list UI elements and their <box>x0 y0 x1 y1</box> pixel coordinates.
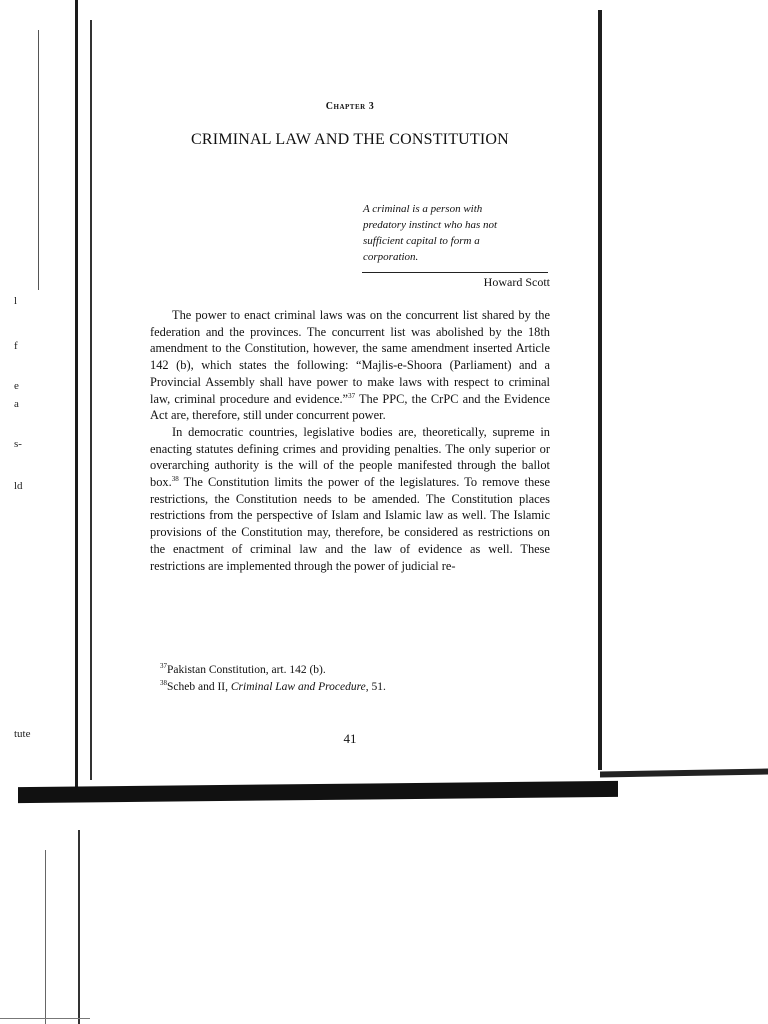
footnote-text: Pakistan Constitution, art. 142 (b). <box>167 664 326 676</box>
scan-bottom-left-line <box>78 830 80 1024</box>
page-number: 41 <box>343 731 357 746</box>
paragraph-1 <box>150 307 550 424</box>
edge-fragment: s- <box>14 438 22 450</box>
edge-fragment: tute <box>14 728 31 740</box>
epigraph-line: sufficient capital to form a <box>363 235 480 247</box>
footnote-text-end: , 51. <box>365 681 386 693</box>
edge-fragment: l <box>14 295 18 307</box>
scan-bottom-left-line-2 <box>45 850 46 1024</box>
footnote-book-title: Criminal Law and Procedure <box>230 681 366 693</box>
scan-right-page-edge <box>598 10 602 770</box>
paragraph-1-text-end: The PPC, the CrPC and the Evidence Act are, therefore, still under concurrent power. <box>150 391 550 423</box>
edge-fragment: a <box>14 398 19 410</box>
footnote-ref-38: 38 <box>171 474 179 483</box>
paragraph-2-text: In democratic countries, legislative bodies are, theoretically, supreme in enacting statutes defining crimes and providing penalties. The only superior or overarching authority is the will of the people manifested through the ballot box. <box>150 424 550 490</box>
paragraph-2 <box>150 424 550 574</box>
footnote-37 <box>160 662 550 679</box>
scan-bottom-band <box>18 781 618 803</box>
paragraph-2-text-end: The Constitution limits the power of the legislatures. To remove these restrictions, the Constitution needs to be amended. The Constitution places restrictions from the perspective of Islam and Islamic law as well. The Islamic provisions of the Constitution may, therefore, be considered as restrictions on the enactment of criminal law and the law of evidence as well. These restrictions are implemented through the power of judicial re- <box>150 475 550 573</box>
paragraph-1-text: The power to enact criminal laws was on the concurrent list shared by the federation and the provinces. The concurrent list was abolished by the 18th amendment to the Constitution, however, the same amendment inserted Article 142 (b), which states the following: “Majlis-e-Shoora (Parliament) and a Provincial Assembly shall have power to make laws with respect to criminal law, criminal procedure and evidence.” <box>150 308 550 406</box>
scan-left-line <box>38 30 39 290</box>
epigraph-rule <box>362 272 548 273</box>
edge-fragment: e <box>14 380 19 392</box>
footnote-text: Scheb and II, <box>167 681 231 693</box>
scan-footer-rule <box>0 1018 90 1019</box>
epigraph-line: corporation. <box>363 251 419 263</box>
edge-fragment: ld <box>14 480 23 492</box>
footnote-38 <box>160 679 550 696</box>
epigraph-line: predatory instinct who has not <box>363 219 498 231</box>
footnote-number: 37 <box>160 662 167 671</box>
epigraph-attribution: Howard Scott <box>483 275 550 289</box>
epigraph-quote <box>363 201 543 265</box>
footnote-ref-37: 37 <box>348 391 356 400</box>
body-text <box>150 307 550 574</box>
scan-spine-shadow <box>75 0 78 800</box>
epigraph-line: A criminal is a person with <box>363 203 483 215</box>
scan-spine-line <box>90 20 92 780</box>
scan-bottom-band-right <box>600 769 768 778</box>
footnotes <box>160 662 550 696</box>
footnote-number: 38 <box>160 679 167 688</box>
chapter-title: CRIMINAL LAW AND THE CONSTITUTION <box>191 131 509 148</box>
chapter-label: Chapter 3 <box>325 101 375 112</box>
edge-fragment: f <box>14 340 18 352</box>
